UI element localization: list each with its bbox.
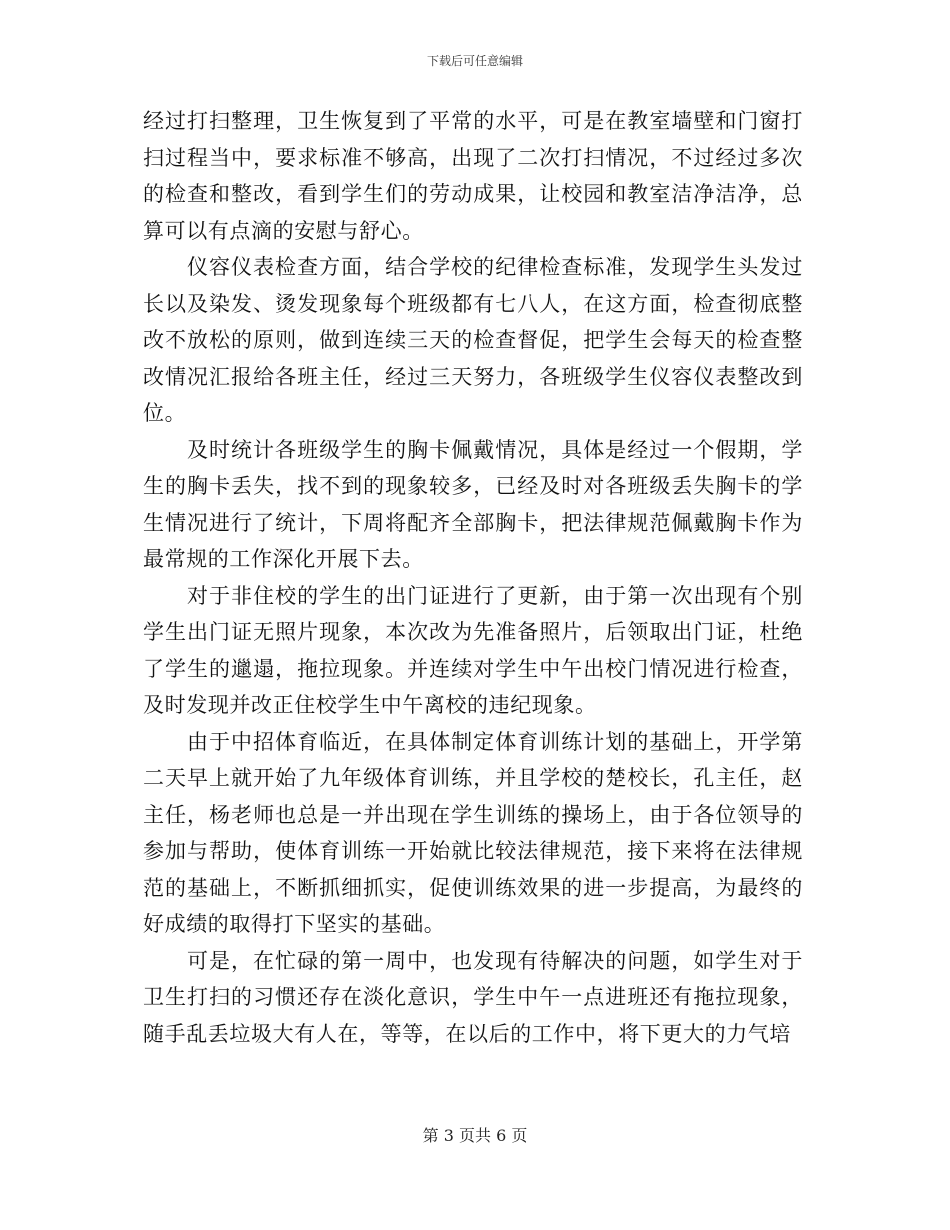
paragraph-pe-training: 由于中招体育临近，在具体制定体育训练计划的基础上，开学第二天早上就开始了九年级体育训练，并且学校的楚校长，孔主任，赵主任，杨老师也总是一并出现在学生训练的操场上，由于各位领导的参加与帮助，使体育训练一开始就比较法律规范，接下来将在法律规范的基础上，不断抓细抓实，促使训练效果的进一步提高，为最终的好成绩的取得打下坚实的基础。 xyxy=(143,729,803,936)
paragraph-appearance-check: 仪容仪表检查方面，结合学校的纪律检查标准，发现学生头发过长以及染发、烫发现象每个班级都有七八人，在这方面，检查彻底整改不放松的原则，做到连续三天的检查督促，把学生会每天的检查整改情况汇报给各班主任，经过三天努力，各班级学生仪容仪表整改到位。 xyxy=(143,255,803,425)
paragraph-exit-pass: 对于非住校的学生的出门证进行了更新，由于第一次出现有个别学生出门证无照片现象，本次改为先准备照片，后领取出门证，杜绝了学生的邋遢，拖拉现象。并连续对学生中午出校门情况进行检查，及时发现并改正住校学生中午离校的违纪现象。 xyxy=(143,583,803,717)
document-body xyxy=(143,103,803,1052)
paragraph-continued: 经过打扫整理，卫生恢复到了平常的水平，可是在教室墙壁和门窗打扫过程当中，要求标准不够高，出现了二次打扫情况，不过经过多次的检查和整改，看到学生们的劳动成果，让校园和教室洁净洁净，总算可以有点滴的安慰与舒心。 xyxy=(143,109,803,243)
page-footer: 第 3 页共 6 页 xyxy=(422,1126,528,1145)
page-header: 下载后可任意编辑 xyxy=(426,54,523,68)
paragraph-badge-stats: 及时统计各班级学生的胸卡佩戴情况，具体是经过一个假期，学生的胸卡丢失，找不到的现象较多，已经及时对各班级丢失胸卡的学生情况进行了统计，下周将配齐全部胸卡，把法律规范佩戴胸卡作为最常规的工作深化开展下去。 xyxy=(143,437,803,571)
paragraph-problems: 可是，在忙碌的第一周中，也发现有待解决的问题，如学生对于卫生打扫的习惯还存在淡化意识，学生中午一点进班还有拖拉现象，随手乱丢垃圾大有人在，等等，在以后的工作中，将下更大的力气培 xyxy=(143,948,803,1046)
